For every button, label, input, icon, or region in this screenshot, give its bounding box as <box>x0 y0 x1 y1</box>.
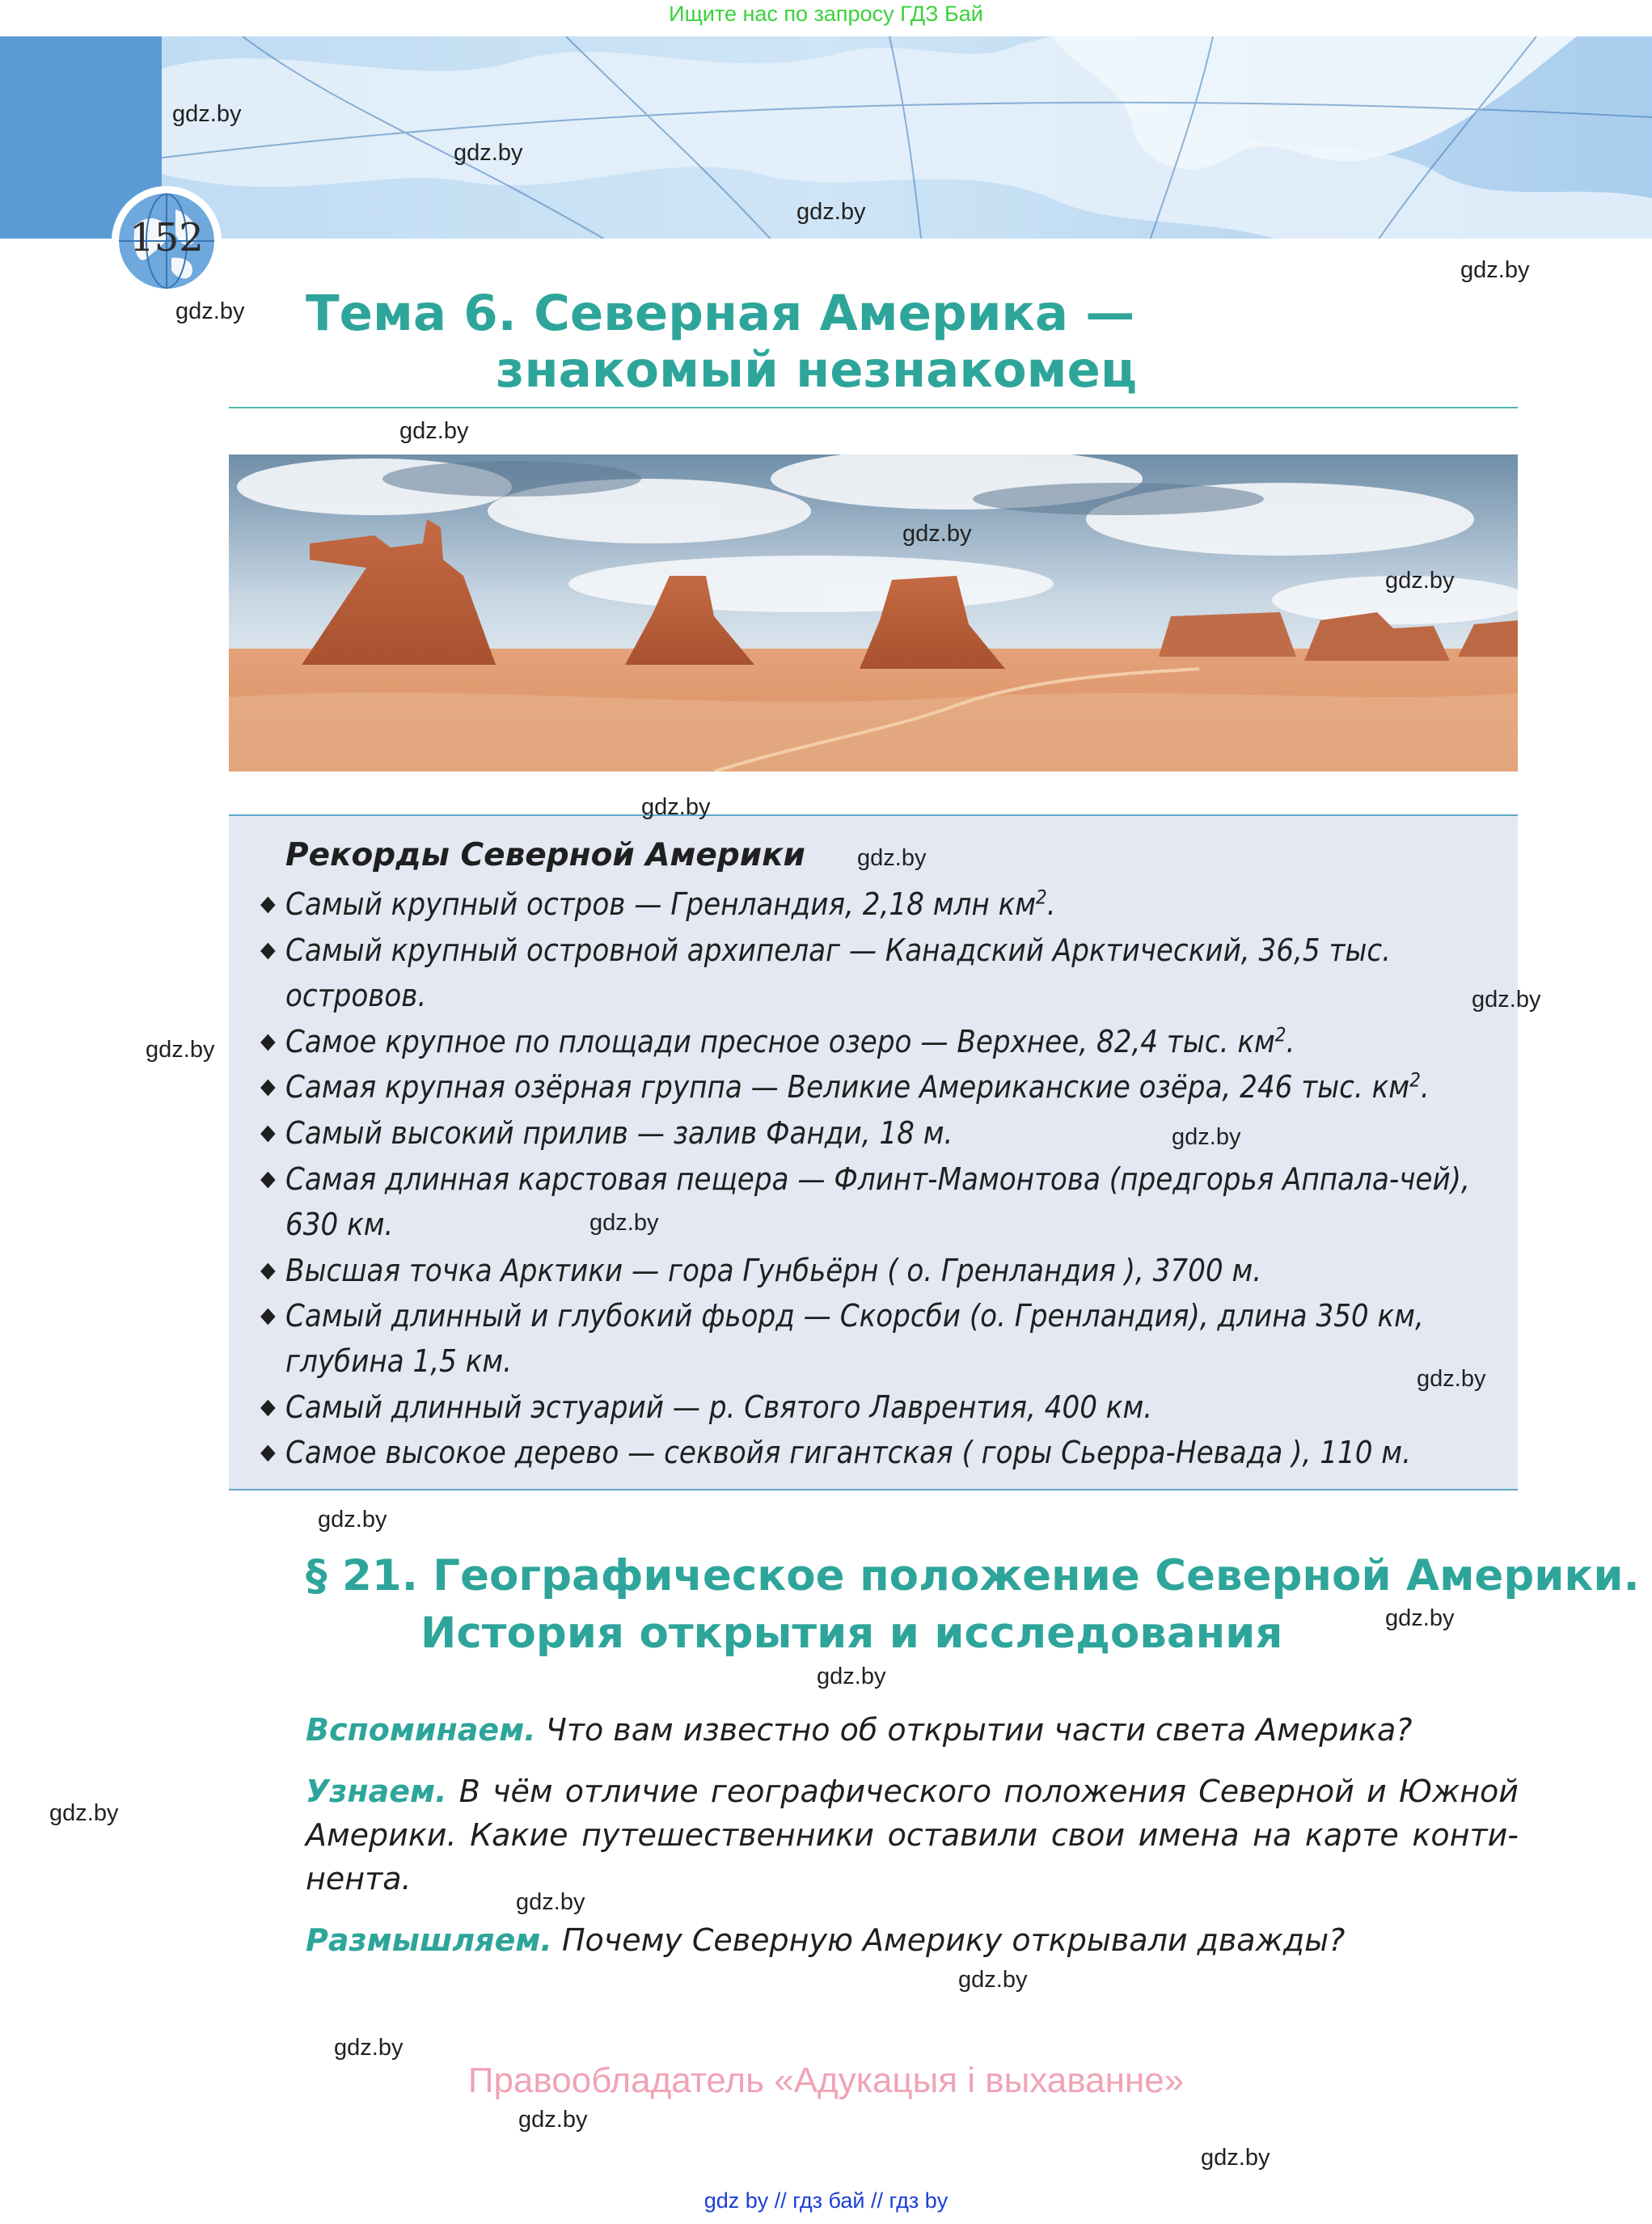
record-text: Самый длинный и глубокий фьорд — Скорсби (о. Гренландия), длина 350 км, глубина 1,5 км. <box>285 1298 1424 1379</box>
record-sup: 2 <box>1409 1068 1421 1092</box>
record-item <box>260 1064 1498 1110</box>
record-text: Самое крупное по площади пресное озеро — Верхнее, 82,4 тыс. км <box>285 1024 1275 1059</box>
watermark: gdz.by <box>796 199 866 225</box>
bullet-icon: ◆ <box>260 1029 276 1054</box>
watermark: gdz.by <box>902 521 972 547</box>
watermark: gdz.by <box>1460 257 1530 283</box>
watermark: gdz.by <box>399 418 469 444</box>
record-sup: 2 <box>1036 886 1047 909</box>
record-tail: . <box>1046 886 1056 922</box>
watermark: gdz.by <box>318 1507 387 1533</box>
watermark: gdz.by <box>817 1664 886 1689</box>
copyright-notice: Правообладатель «Адукацыя і выхаванне» <box>467 2061 1185 2100</box>
bullet-icon: ◆ <box>260 1166 276 1191</box>
theme-title-line-2: знакомый незнакомец <box>496 341 1138 399</box>
record-item <box>260 1430 1498 1475</box>
theme-title-line-1: Тема 6. Северная Америка — <box>306 285 1135 342</box>
bullet-icon: ◆ <box>260 1258 276 1283</box>
watermark: gdz.by <box>516 1889 585 1915</box>
section-title-line-1: § 21. Географическое положение Северной Америки. <box>306 1551 1640 1600</box>
record-item <box>260 1156 1498 1247</box>
record-text: Самая длинная карстовая пещера — Флинт-Мамонтова (предгорья Аппала-чей), 630 км. <box>285 1161 1470 1242</box>
bullet-icon: ◆ <box>260 937 276 962</box>
watermark: gdz.by <box>1472 987 1541 1013</box>
record-tail: . <box>1286 1024 1295 1059</box>
bullet-icon: ◆ <box>260 1303 276 1328</box>
watermark: gdz.by <box>454 140 523 166</box>
record-item <box>260 928 1498 1018</box>
watermark: gdz.by <box>958 1967 1028 1993</box>
watermark: gdz.by <box>1417 1366 1486 1392</box>
top-search-note: Ищите нас по запросу ГДЗ Бай <box>669 2 983 26</box>
watermark: gdz.by <box>1201 2145 1270 2171</box>
bullet-icon: ◆ <box>260 1120 276 1145</box>
learn-paragraph <box>306 1769 1519 1901</box>
record-item <box>260 1019 1498 1064</box>
record-item <box>260 1293 1498 1384</box>
footer-links[interactable]: gdz by // гдз бай // гдз by <box>703 2188 949 2213</box>
watermark: gdz.by <box>857 845 927 871</box>
record-text: Самый длинный эстуарий — р. Святого Лаврентия, 400 км. <box>285 1389 1153 1425</box>
reflect-paragraph <box>306 1918 1519 1962</box>
bullet-icon: ◆ <box>260 891 276 916</box>
remember-paragraph <box>306 1708 1519 1752</box>
bullet-icon: ◆ <box>260 1074 276 1099</box>
learn-lead: Узнаем. <box>306 1774 447 1809</box>
monument-valley-photo <box>229 455 1518 772</box>
bullet-icon: ◆ <box>260 1394 276 1419</box>
section-title-line-2: История открытия и исследования <box>420 1609 1283 1658</box>
record-item <box>260 1385 1498 1430</box>
record-sup: 2 <box>1274 1023 1287 1046</box>
reflect-text: Почему Северную Америку открывали дважды? <box>561 1922 1346 1958</box>
record-text: Самая крупная озёрная группа — Великие Американские озёра, 246 тыс. км <box>285 1069 1410 1105</box>
record-text: Самый крупный остров — Гренландия, 2,18 млн км <box>285 886 1037 922</box>
theme-divider <box>229 407 1518 408</box>
watermark: gdz.by <box>1172 1124 1241 1150</box>
learn-text: В чём отличие географического положения Северной и Южной Америки. Какие путешественники оставили свои имена на карте конти-нента. <box>306 1774 1519 1896</box>
record-text: Высшая точка Арктики — гора Гунбьёрн ( о. Гренландия ), 3700 м. <box>285 1253 1262 1288</box>
bullet-icon: ◆ <box>260 1440 276 1465</box>
records-title: Рекорды Северной Америки <box>285 837 805 873</box>
watermark: gdz.by <box>518 2107 588 2133</box>
record-text: Самый высокий прилив — залив Фанди, 18 м. <box>285 1115 953 1151</box>
record-item <box>260 882 1498 927</box>
watermark: gdz.by <box>1385 1605 1455 1631</box>
watermark: gdz.by <box>175 298 245 324</box>
watermark: gdz.by <box>334 2035 403 2061</box>
page-number: 152 <box>129 215 204 260</box>
reflect-lead: Размышляем. <box>306 1922 552 1958</box>
remember-lead: Вспоминаем. <box>306 1712 536 1748</box>
record-text: Самый крупный островной архипелаг — Канадский Арктический, 36,5 тыс. островов. <box>285 932 1391 1013</box>
record-tail: . <box>1420 1069 1430 1105</box>
watermark: gdz.by <box>146 1037 215 1063</box>
watermark: gdz.by <box>641 794 711 820</box>
watermark: gdz.by <box>589 1210 659 1236</box>
watermark: gdz.by <box>49 1800 119 1826</box>
watermark: gdz.by <box>172 101 242 127</box>
watermark: gdz.by <box>1385 568 1455 594</box>
record-item <box>260 1110 1498 1156</box>
remember-text: Что вам известно об открытии части света Америка? <box>545 1712 1413 1748</box>
record-text: Самое высокое дерево — секвойя гигантская ( горы Сьерра-Невада ), 110 м. <box>285 1435 1411 1470</box>
record-item <box>260 1248 1498 1293</box>
